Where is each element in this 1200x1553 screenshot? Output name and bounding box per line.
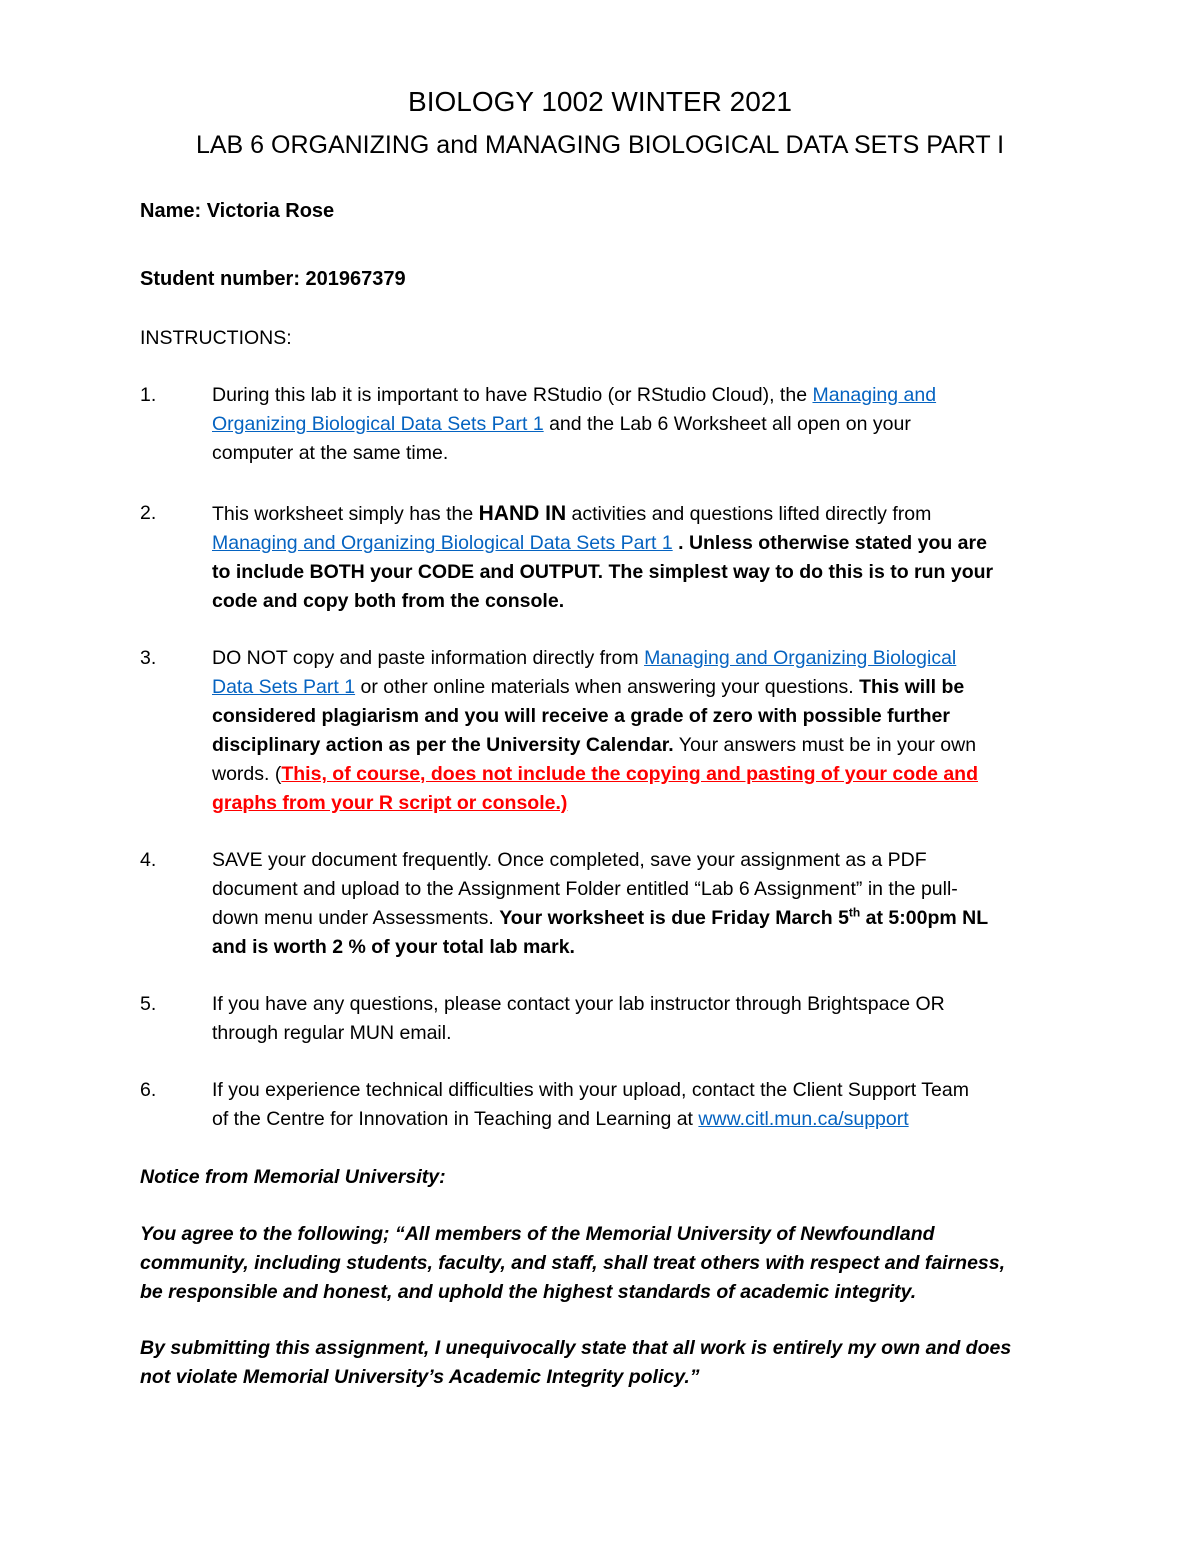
- lab-reading-link[interactable]: Managing and: [812, 384, 937, 406]
- notice-line: not violate Memorial University’s Academic Integrity policy.”: [140, 1366, 700, 1388]
- instructions-heading: INSTRUCTIONS:: [140, 327, 292, 349]
- notice-paragraph-2: [140, 1334, 1080, 1392]
- item-text: . Unless otherwise stated you are: [672, 532, 987, 554]
- item-text: of the Centre for Innovation in Teaching and Learning at: [212, 1108, 699, 1130]
- item-text: disciplinary action as per the University Calendar.: [212, 734, 674, 756]
- due-date-text: Your worksheet is due Friday March 5: [499, 907, 849, 929]
- ordinal-suffix: th: [848, 905, 861, 920]
- lab-reading-link[interactable]: Data Sets Part 1: [212, 676, 356, 698]
- document-title: BIOLOGY 1002 WINTER 2021: [408, 86, 792, 117]
- student-name-line: [140, 197, 334, 225]
- item-number: 3.: [140, 647, 157, 669]
- item-text: code and copy both from the console.: [212, 590, 565, 612]
- item-text: If you have any questions, please contact your lab instructor through Brightspace OR: [212, 993, 945, 1015]
- name-label: Name:: [140, 200, 207, 222]
- notice-heading-text: Notice from Memorial University:: [140, 1166, 446, 1188]
- instruction-item-5: [140, 990, 1060, 1048]
- item-text: to include BOTH your CODE and OUTPUT. The simplest way to do this is to run your: [212, 561, 994, 583]
- student-number-line: [140, 265, 406, 293]
- document-subtitle: LAB 6 ORGANIZING and MANAGING BIOLOGICAL DATA SETS PART I: [195, 131, 1005, 159]
- item-text: considered plagiarism and you will receive a grade of zero with possible further: [212, 705, 950, 727]
- hand-in-emphasis: HAND IN: [478, 502, 567, 525]
- item-text: Your answers must be in your own: [673, 734, 977, 756]
- name-value: Victoria Rose: [206, 200, 335, 222]
- instruction-item-6: [140, 1076, 1060, 1134]
- instruction-item-3: [140, 644, 1060, 818]
- due-time-text: at 5:00pm NL: [860, 907, 989, 929]
- red-note: graphs from your R script or console.): [212, 792, 568, 814]
- item-text: and the Lab 6 Worksheet all open on your: [543, 413, 911, 435]
- instruction-item-2: [140, 499, 1060, 616]
- item-text: If you experience technical difficulties with your upload, contact the Client Support Team: [212, 1079, 969, 1101]
- instruction-item-1: [140, 381, 1060, 468]
- item-number: 1.: [140, 384, 157, 406]
- item-text: document and upload to the Assignment Folder entitled “Lab 6 Assignment” in the pull-: [212, 878, 958, 900]
- notice-line: community, including students, faculty, and staff, shall treat others with respect and fairness,: [140, 1252, 1006, 1274]
- student-number-value: 201967379: [305, 268, 406, 290]
- item-text: down menu under Assessments.: [212, 907, 500, 929]
- item-text: SAVE your document frequently. Once completed, save your assignment as a PDF: [212, 849, 927, 871]
- notice-line: You agree to the following; “All members of the Memorial University of Newfoundland: [140, 1223, 935, 1245]
- lab-reading-link[interactable]: Managing and Organizing Biological: [644, 647, 957, 669]
- item-text: This will be: [859, 676, 965, 698]
- item-number: 4.: [140, 849, 157, 871]
- red-note: This, of course, does not include the copying and pasting of your code and: [281, 763, 978, 785]
- item-text: DO NOT copy and paste information directly from: [212, 647, 645, 669]
- student-number-label: Student number:: [140, 268, 306, 290]
- notice-line: be responsible and honest, and uphold the highest standards of academic integrity.: [140, 1281, 917, 1303]
- item-text: computer at the same time.: [212, 442, 449, 464]
- notice-paragraph-1: [140, 1220, 1080, 1307]
- item-text: activities and questions lifted directly from: [566, 503, 932, 525]
- lab-reading-link[interactable]: Organizing Biological Data Sets Part 1: [212, 413, 544, 435]
- item-text: During this lab it is important to have RStudio (or RStudio Cloud), the: [212, 384, 813, 406]
- item-text: This worksheet simply has the: [212, 503, 479, 525]
- item-number: 2.: [140, 502, 157, 524]
- item-number: 5.: [140, 993, 157, 1015]
- item-text: and is worth 2 % of your total lab mark.: [212, 936, 575, 958]
- item-text: through regular MUN email.: [212, 1022, 452, 1044]
- item-number: 6.: [140, 1079, 157, 1101]
- lab-reading-link[interactable]: Managing and Organizing Biological Data Sets Part 1: [212, 532, 673, 554]
- instruction-item-4: [140, 846, 1060, 962]
- item-text: words. (: [212, 763, 282, 785]
- item-text: or other online materials when answering your questions.: [355, 676, 860, 698]
- notice-heading: [140, 1163, 1080, 1192]
- support-link[interactable]: www.citl.mun.ca/support: [698, 1108, 909, 1130]
- notice-line: By submitting this assignment, I unequivocally state that all work is entirely my own and does: [140, 1337, 1012, 1359]
